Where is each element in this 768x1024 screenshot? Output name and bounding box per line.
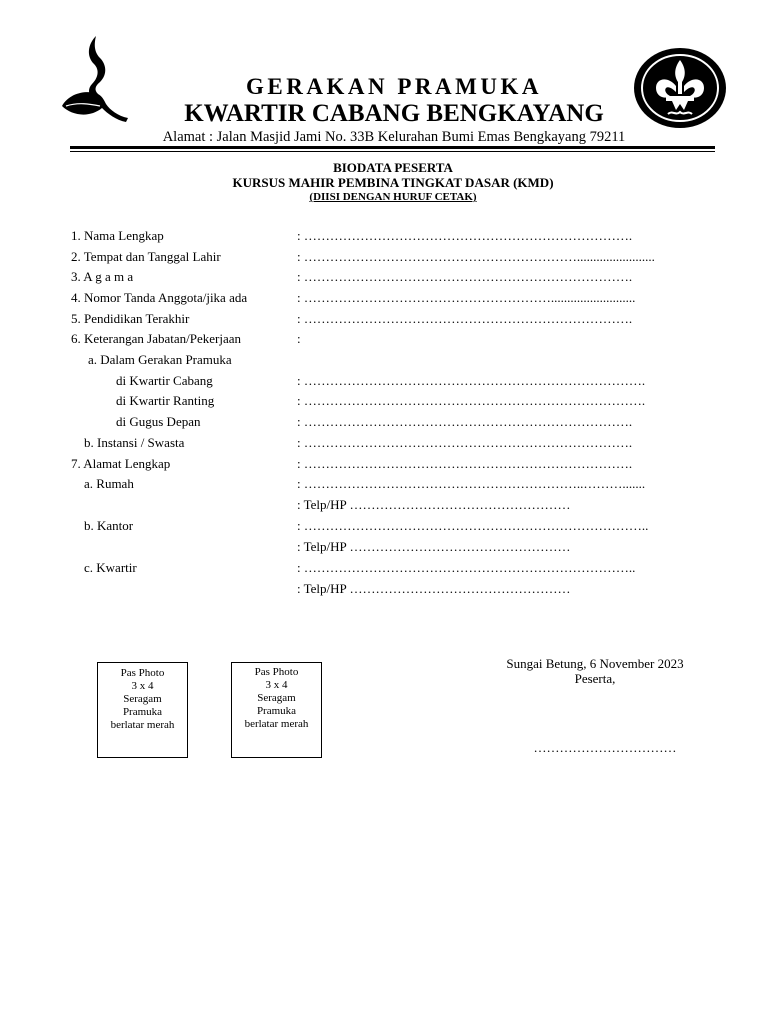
signature-place-date: Sungai Betung, 6 November 2023 [506,656,684,671]
header-divider-thick [70,146,715,149]
field-label-instansi: b. Instansi / Swasta [84,435,185,450]
field-label-agama: 3. A g a m a [71,269,134,284]
field-value-kantor: : …………………………………………………………………….. [297,518,649,533]
field-value-gudep: : …………………………………………………………………. [297,414,633,429]
photo-box-line: Pramuka [256,705,297,717]
form-title: BIODATA PESERTA [333,160,453,175]
photo-box [231,662,322,758]
field-label-gudep: di Gugus Depan [116,414,201,429]
field-value-kwartir: : ………………………………………………………………….. [297,560,636,575]
form-instruction: (DIISI DENGAN HURUF CETAK) [309,191,477,203]
field-value-rumah: : ………………………………………………………..………....... [297,476,646,491]
photo-box-line: 3 x 4 [131,680,154,692]
field-value-ttl: : ………………………………………………………........................ [297,249,655,264]
field-label-kwartir: c. Kwartir [84,560,137,575]
field-value-pendidikan: : …………………………………………………………………. [297,311,633,326]
field-label-nama: 1. Nama Lengkap [71,228,164,243]
field-label-pendidikan: 5. Pendidikan Terakhir [71,311,190,326]
field-value-nama: : …………………………………………………………………. [297,228,633,243]
field-value-kwarcab: : ……………………………………………………………………. [297,373,646,388]
field-value-nta: : ………………………………………………….......................... [297,290,636,305]
photo-box-line: berlatar merah [244,718,309,730]
photo-box-line: Pas Photo [120,667,165,679]
field-label-kwarcab: di Kwartir Cabang [116,373,213,388]
field-phone-kantor: : Telp/HP …………………………………………… [297,539,571,554]
signature-line: …………………………… [533,740,677,755]
photo-box-line: Pas Photo [254,666,299,678]
field-label-nta: 4. Nomor Tanda Anggota/jika ada [71,290,248,305]
field-value-alamat: : …………………………………………………………………. [297,456,633,471]
photo-box-line: Pramuka [122,706,163,718]
org-name: GERAKAN PRAMUKA [246,74,542,99]
field-value-jabatan: : [297,331,301,346]
field-value-instansi: : …………………………………………………………………. [297,435,633,450]
field-label-jabatan: 6. Keterangan Jabatan/Pekerjaan [71,331,242,346]
photo-box [97,662,188,758]
field-value-kwarran: : ……………………………………………………………………. [297,393,646,408]
photo-box-line: 3 x 4 [265,679,288,691]
address: Alamat : Jalan Masjid Jami No. 33B Kelurahan Bumi Emas Bengkayang 79211 [162,129,626,145]
field-phone-rumah: : Telp/HP …………………………………………… [297,497,571,512]
field-value-agama: : …………………………………………………………………. [297,269,633,284]
photo-box-line: Seragam [123,693,162,705]
field-label-alamat: 7. Alamat Lengkap [71,456,171,471]
field-label-ttl: 2. Tempat dan Tanggal Lahir [71,249,221,264]
branch-name: KWARTIR CABANG BENGKAYANG [184,100,604,127]
field-label-kwarran: di Kwartir Ranting [116,393,215,408]
field-phone-kwartir: : Telp/HP …………………………………………… [297,581,571,596]
field-label-rumah: a. Rumah [84,476,134,491]
field-label-gerakan-pramuka: a. Dalam Gerakan Pramuka [88,352,232,367]
form-subtitle: KURSUS MAHIR PEMBINA TINGKAT DASAR (KMD) [232,175,554,190]
field-label-kantor: b. Kantor [84,518,134,533]
header-divider-thin [70,151,715,152]
photo-box-line: berlatar merah [110,719,175,731]
photo-box-line: Seragam [257,692,296,704]
signature-role: Peserta, [574,671,616,686]
